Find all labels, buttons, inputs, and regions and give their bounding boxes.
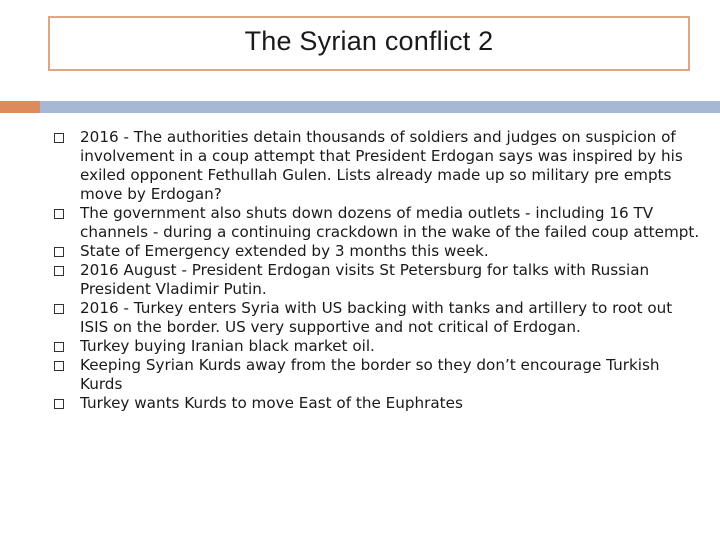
bullet-item bbox=[52, 204, 702, 242]
bullet-item bbox=[52, 356, 702, 394]
square-bullet-icon bbox=[54, 399, 64, 409]
square-bullet-icon bbox=[54, 361, 64, 371]
square-bullet-icon bbox=[54, 304, 64, 314]
title-box bbox=[48, 16, 690, 71]
slide-title: The Syrian conflict 2 bbox=[244, 26, 494, 56]
bullet-text: 2016 - The authorities detain thousands of soldiers and judges on suspicion of involvement in a coup attempt that President Erdogan says was inspired by his exiled opponent Fethullah Gulen. Lists already made up so military pre empts move by Erdogan? bbox=[80, 128, 683, 203]
square-bullet-icon bbox=[54, 266, 64, 276]
bullet-text: Turkey wants Kurds to move East of the Euphrates bbox=[80, 394, 463, 412]
bullet-list bbox=[52, 128, 702, 413]
bullet-text: Turkey buying Iranian black market oil. bbox=[80, 337, 375, 355]
divider-bar bbox=[40, 101, 720, 113]
bullet-item bbox=[52, 337, 702, 356]
bullet-text: The government also shuts down dozens of media outlets - including 16 TV channels - during a continuing crackdown in the wake of the failed coup attempt. bbox=[80, 204, 700, 241]
bullet-text: Keeping Syrian Kurds away from the border so they don’t encourage Turkish Kurds bbox=[80, 356, 660, 393]
square-bullet-icon bbox=[54, 133, 64, 143]
bullet-item bbox=[52, 242, 702, 261]
square-bullet-icon bbox=[54, 247, 64, 257]
square-bullet-icon bbox=[54, 209, 64, 219]
bullet-text: 2016 August - President Erdogan visits St Petersburg for talks with Russian President Vladimir Putin. bbox=[80, 261, 650, 298]
bullet-item bbox=[52, 261, 702, 299]
bullet-text: 2016 - Turkey enters Syria with US backing with tanks and artillery to root out ISIS on the border. US very supportive and not critical of Erdogan. bbox=[80, 299, 673, 336]
bullet-item bbox=[52, 299, 702, 337]
divider-accent bbox=[0, 101, 40, 113]
square-bullet-icon bbox=[54, 342, 64, 352]
bullet-item bbox=[52, 394, 702, 413]
bullet-item bbox=[52, 128, 702, 204]
bullet-text: State of Emergency extended by 3 months this week. bbox=[80, 242, 489, 260]
